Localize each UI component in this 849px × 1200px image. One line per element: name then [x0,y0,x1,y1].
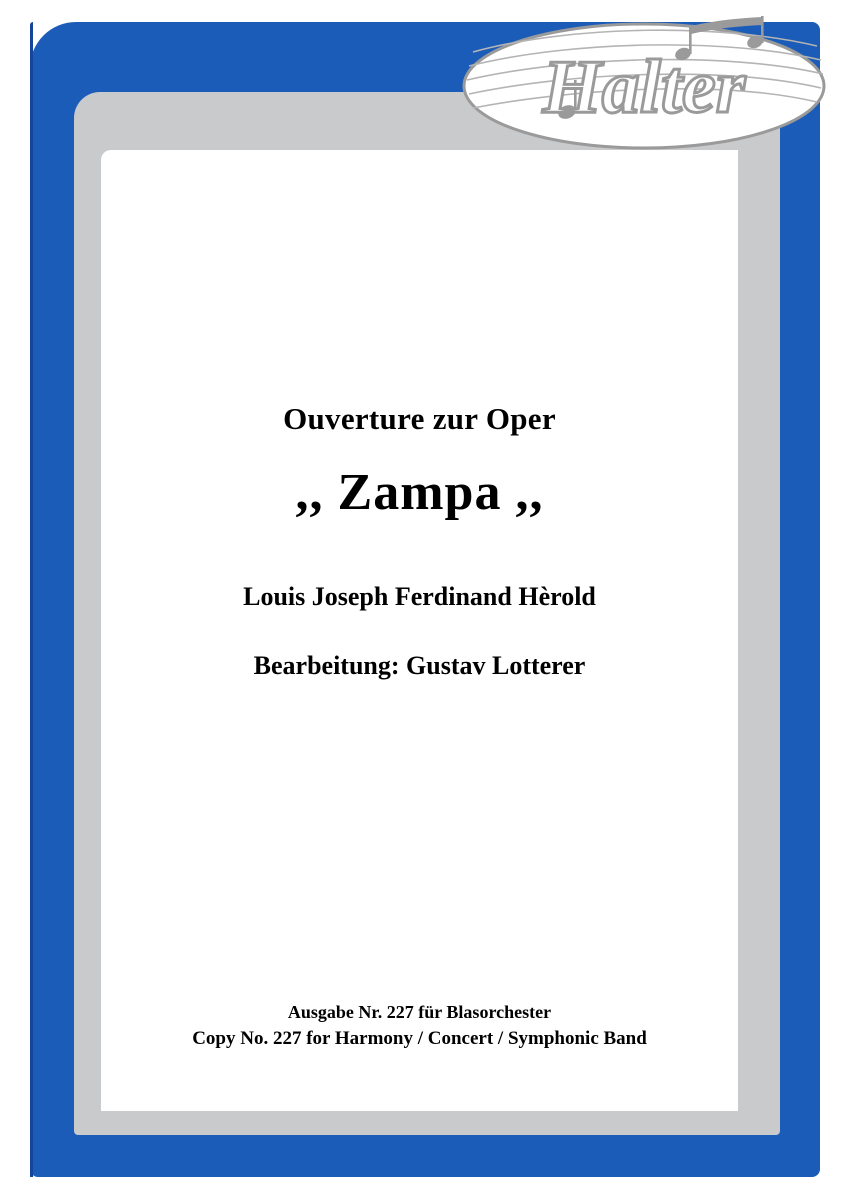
logo-wordmark: Halter [542,45,746,129]
halter-logo [455,16,833,156]
arranger-name: Bearbeitung: Gustav Lotterer [253,651,586,681]
work-title: ,, Zampa ,, [295,464,544,522]
edition-footer [101,1000,738,1052]
composer-name: Louis Joseph Ferdinand Hèrold [243,581,596,611]
edition-number-en: Copy No. 227 for Harmony / Concert / Symphonic Band [192,1028,647,1050]
overture-line: Ouverture zur Oper [283,401,556,436]
title-block [101,400,738,681]
edition-number-de: Ausgabe Nr. 227 für Blasorchester [287,1002,552,1022]
